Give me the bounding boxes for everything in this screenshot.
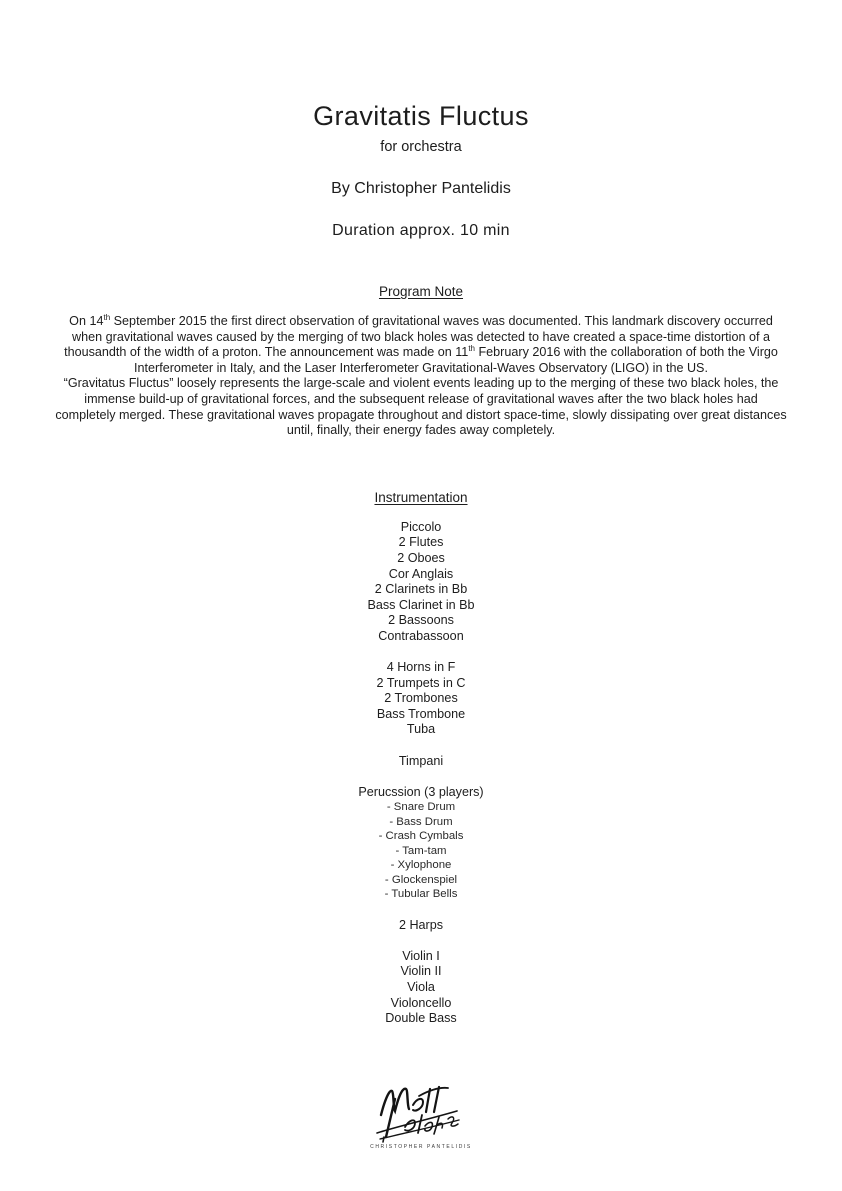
percussion-instrument-line: - Tam-tam bbox=[395, 844, 447, 857]
program-note-paragraph-1 bbox=[54, 314, 788, 376]
signature-caption: CHRISTOPHER PANTELIDIS bbox=[370, 1143, 472, 1150]
instrument-line: 2 Trumpets in C bbox=[376, 675, 466, 690]
strings-group bbox=[54, 949, 788, 1027]
instrument-line: Contrabassoon bbox=[378, 628, 464, 643]
instrument-line: Viola bbox=[407, 979, 435, 994]
instrument-line: Cor Anglais bbox=[388, 566, 454, 581]
instrument-line: 2 Oboes bbox=[397, 550, 445, 565]
duration-text: Duration approx. 10 min bbox=[332, 222, 510, 239]
percussion-items bbox=[54, 800, 788, 902]
note-text: February 2016 with the collaboration of both the Virgo Interferometer in Italy, and the Laser Interferometer Gravitational-Waves Observatory (LIGO) in the US. bbox=[134, 345, 778, 375]
percussion-instrument-line: - Snare Drum bbox=[386, 801, 456, 814]
timpani-group bbox=[54, 754, 788, 770]
work-subtitle: for orchestra bbox=[380, 139, 462, 155]
instrument-line: Violin II bbox=[400, 964, 442, 979]
percussion-instrument-line: - Bass Drum bbox=[389, 815, 453, 828]
instrument-line: Tuba bbox=[406, 722, 436, 737]
percussion-group bbox=[54, 785, 788, 902]
instrument-line: 2 Clarinets in Bb bbox=[374, 582, 468, 597]
program-note-section bbox=[54, 283, 788, 439]
program-note-body bbox=[54, 314, 788, 439]
instrument-line: Double Bass bbox=[385, 1011, 457, 1026]
instrument-line: Bass Clarinet in Bb bbox=[367, 597, 475, 612]
composer-signature-logo bbox=[54, 1081, 788, 1150]
ordinal-superscript: th bbox=[103, 312, 111, 322]
note-text: On 14 bbox=[69, 314, 104, 328]
instrumentation-section bbox=[54, 489, 788, 1027]
percussion-instrument-line: - Crash Cymbals bbox=[378, 830, 464, 843]
instrument-line: Violin I bbox=[402, 948, 440, 963]
percussion-header: Perucssion (3 players) bbox=[358, 784, 484, 799]
instrumentation-heading: Instrumentation bbox=[374, 489, 468, 505]
brass-group bbox=[54, 660, 788, 738]
harps-group bbox=[54, 918, 788, 934]
composer-byline: By Christopher Pantelidis bbox=[331, 180, 511, 197]
instrument-line: 2 Bassoons bbox=[388, 613, 454, 628]
instrument-line: 4 Horns in F bbox=[386, 660, 456, 675]
instrument-line: 2 Harps bbox=[398, 917, 444, 932]
instrument-line: 2 Flutes bbox=[398, 535, 444, 550]
instrument-line: Violoncello bbox=[390, 995, 452, 1010]
ordinal-superscript: th bbox=[468, 344, 475, 353]
percussion-instrument-line: - Glockenspiel bbox=[384, 873, 458, 886]
program-note-heading: Program Note bbox=[378, 284, 464, 299]
page-title: Gravitatis Fluctus bbox=[313, 101, 529, 131]
instrument-line: 2 Trombones bbox=[384, 691, 458, 706]
instrument-line: Timpani bbox=[398, 753, 444, 768]
program-note-paragraph-2: “Gravitatus Fluctus” loosely represents the large-scale and violent events leading up to the merging of these two black holes, the immense build-up of gravitational forces, and the subsequent release of gravitational waves after the two black holes had completely merged. These gravitational waves propagate throughout and distort space-time, slowly dissipating over great distances until, finally, their energy fades away completely. bbox=[55, 376, 787, 438]
signature-mark-icon bbox=[371, 1081, 471, 1143]
percussion-instrument-line: - Xylophone bbox=[390, 859, 452, 872]
note-text: September 2015 the first direct observation of gravitational waves was documented. This landmark discovery occurred when gravitational waves caused by the merging of two black holes was detected to have created a space-time distortion of a thousandth of the width of a proton. The announcement was made on 11 bbox=[64, 314, 773, 360]
percussion-instrument-line: - Tubular Bells bbox=[384, 888, 458, 901]
woodwinds-group bbox=[54, 520, 788, 645]
instrument-line: Piccolo bbox=[400, 519, 442, 534]
instrument-line: Bass Trombone bbox=[376, 706, 466, 721]
